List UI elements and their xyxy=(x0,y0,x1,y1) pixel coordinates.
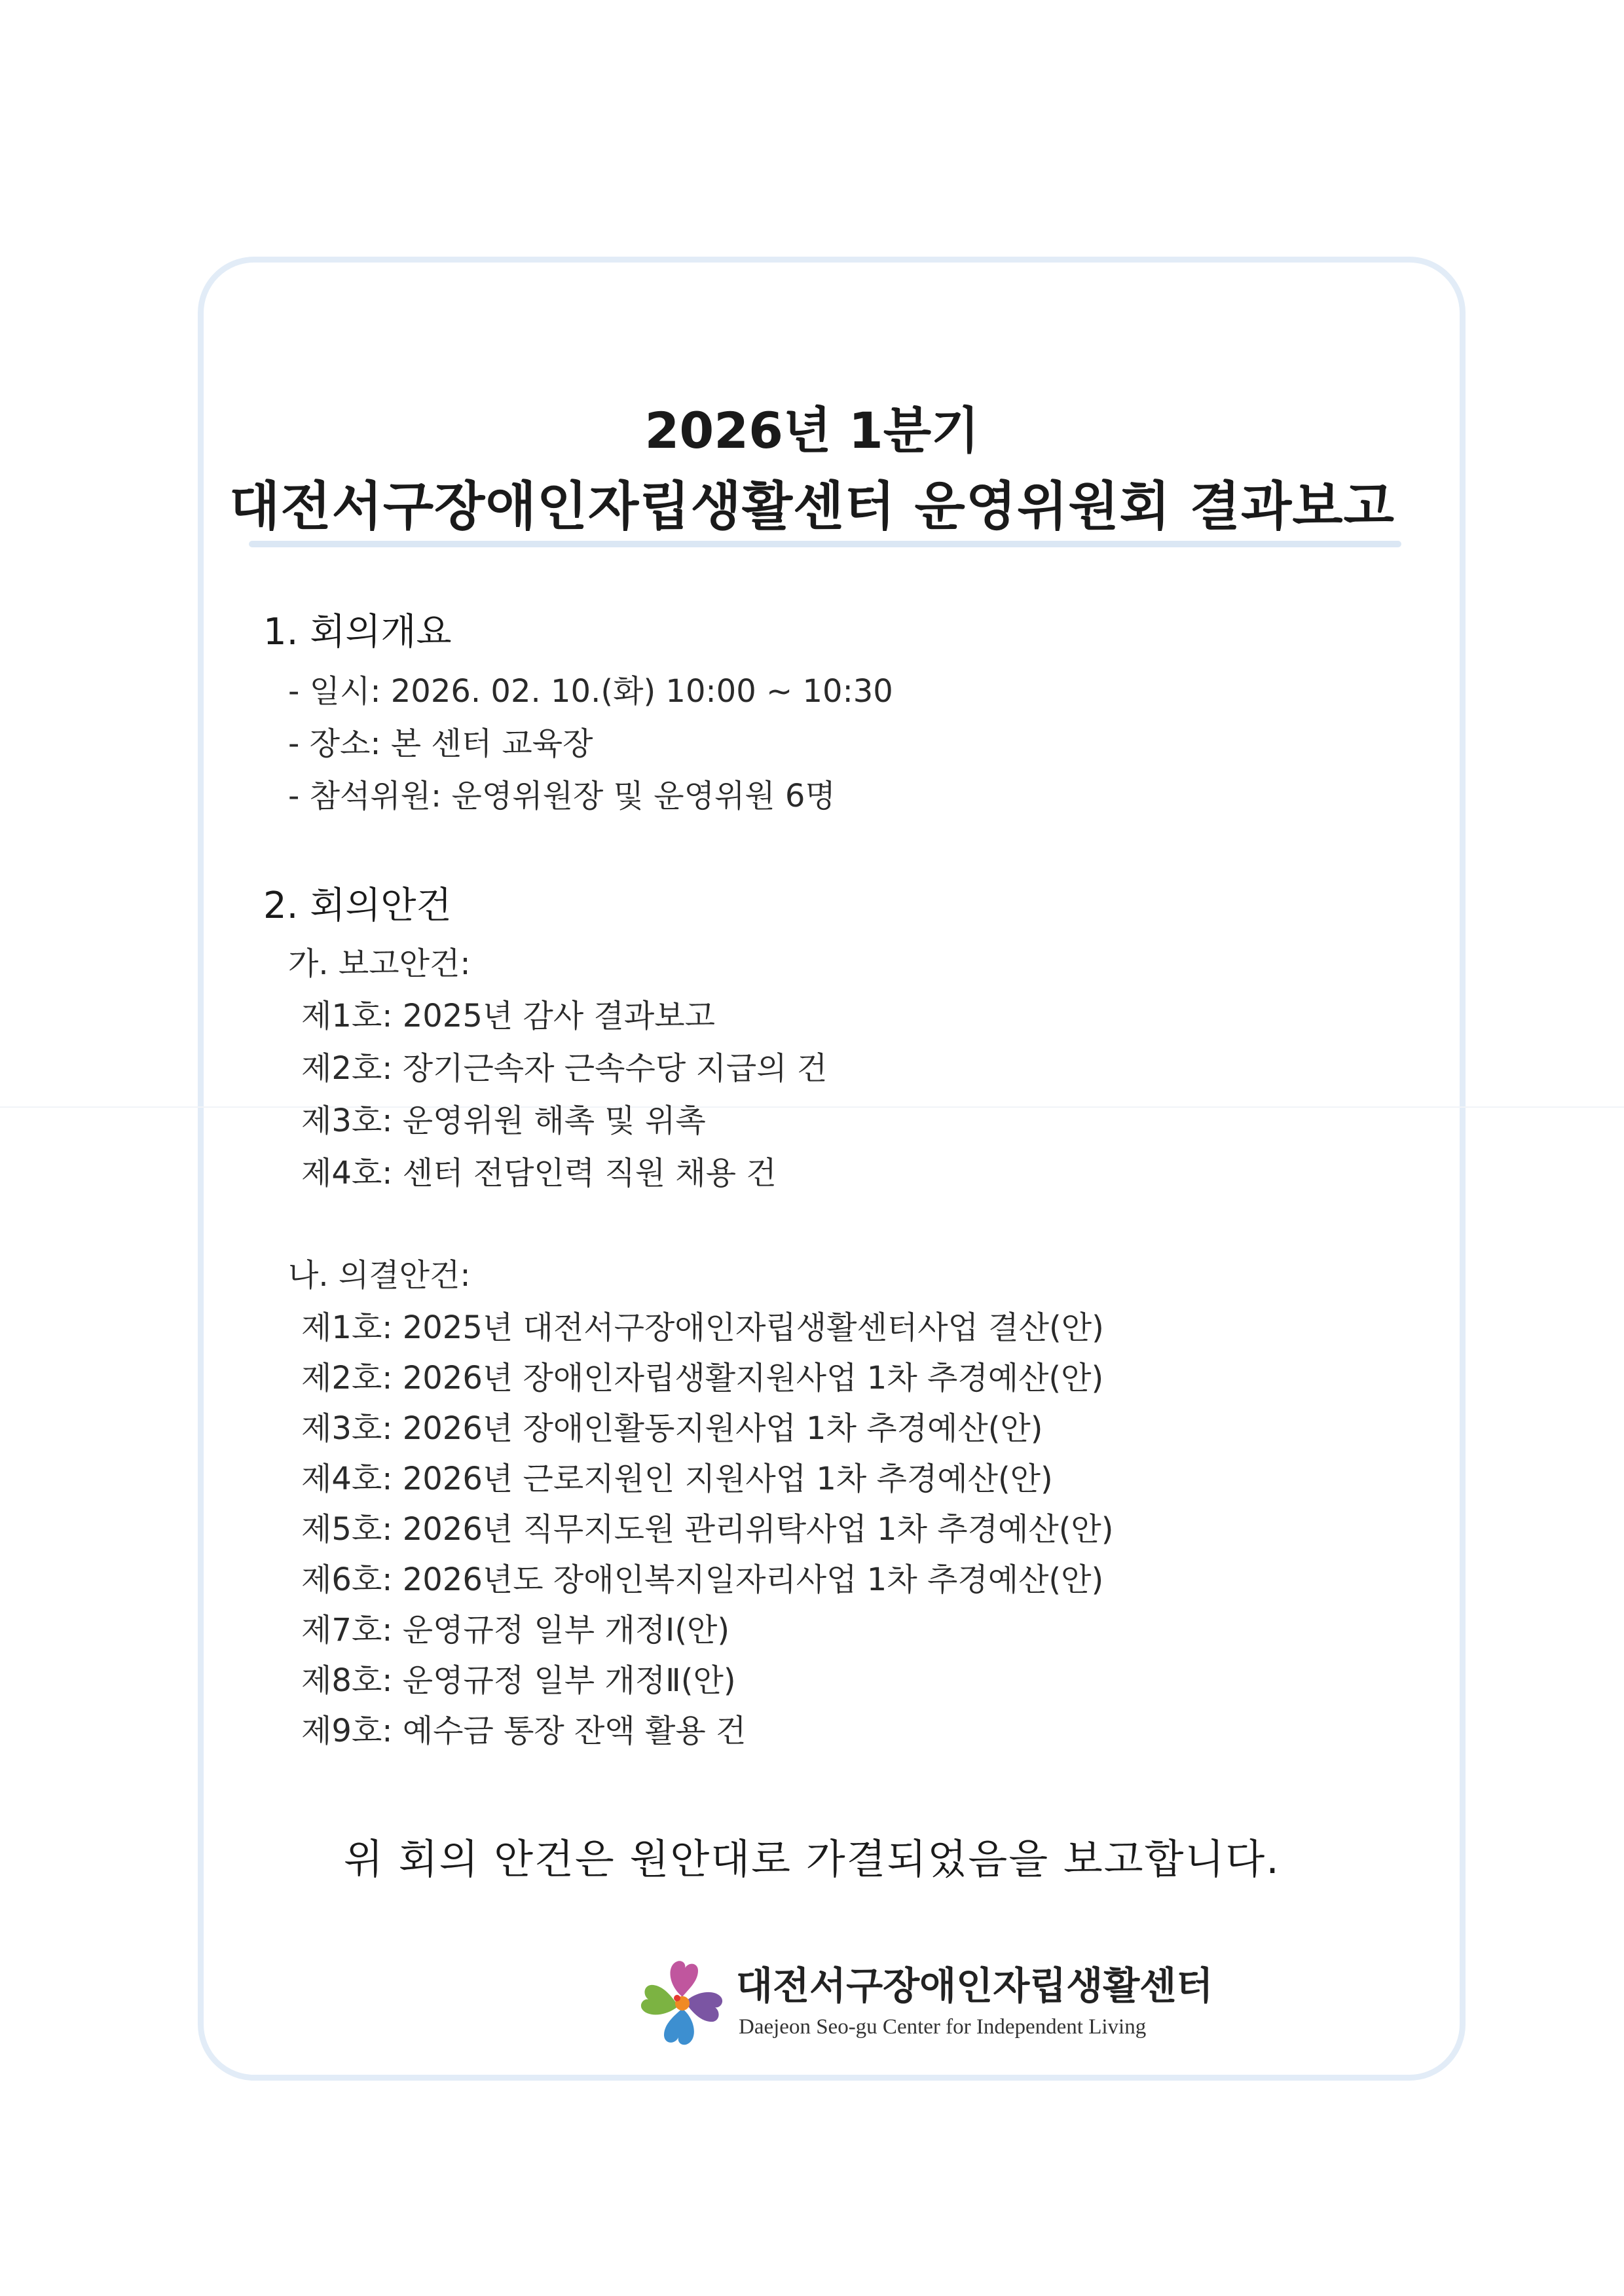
report-agenda-item: 제2호: 장기근속자 근속수당 지급의 건 xyxy=(301,1050,828,1087)
document-title-period: 2026년 1분기 xyxy=(644,401,980,460)
document-title-main: 대전서구장애인자립생활센터 운영위원회 결과보고 xyxy=(229,476,1395,537)
overview-item-location: - 장소: 본 센터 교육장 xyxy=(288,725,593,762)
resolution-agenda-item: 제1호: 2025년 대전서구장애인자립생활센터사업 결산(안) xyxy=(301,1309,1104,1346)
logo-name-korean: 대전서구장애인자립생활센터 xyxy=(736,1963,1213,2008)
overview-item-datetime: - 일시: 2026. 02. 10.(화) 10:00 ~ 10:30 xyxy=(288,673,893,710)
resolution-agenda-item: 제6호: 2026년도 장애인복지일자리사업 1차 추경예산(안) xyxy=(301,1561,1104,1598)
resolution-agenda-item: 제7호: 운영규정 일부 개정Ⅰ(안) xyxy=(301,1612,730,1649)
resolution-agenda-item: 제3호: 2026년 장애인활동지원사업 1차 추경예산(안) xyxy=(301,1410,1043,1447)
report-agenda-item: 제1호: 2025년 감사 결과보고 xyxy=(301,998,715,1034)
resolution-agenda-item: 제9호: 예수금 통장 잔액 활용 건 xyxy=(301,1713,747,1749)
report-agenda-item: 제4호: 센터 전담인력 직원 채용 건 xyxy=(301,1155,777,1192)
scan-artifact-line xyxy=(0,1106,1624,1108)
overview-item-attendees: - 참석위원: 운영위원장 및 운영위원 6명 xyxy=(288,778,836,814)
four-heart-clover-icon xyxy=(634,1951,731,2056)
report-agenda-item: 제3호: 운영위원 해촉 및 위촉 xyxy=(301,1102,706,1139)
organization-logo xyxy=(634,1951,1213,2062)
section-heading-overview: 1. 회의개요 xyxy=(263,611,452,653)
conclusion-statement: 위 회의 안건은 원안대로 가결되었음을 보고합니다. xyxy=(344,1835,1280,1883)
section-heading-agenda: 2. 회의안건 xyxy=(263,884,452,927)
resolution-agenda-item: 제5호: 2026년 직무지도원 관리위탁사업 1차 추경예산(안) xyxy=(301,1511,1114,1548)
resolution-agenda-item: 제8호: 운영규정 일부 개정Ⅱ(안) xyxy=(301,1662,736,1699)
report-agenda-label: 가. 보고안건: xyxy=(288,945,471,982)
resolution-agenda-label: 나. 의결안건: xyxy=(288,1257,471,1294)
resolution-agenda-item: 제2호: 2026년 장애인자립생활지원사업 1차 추경예산(안) xyxy=(301,1360,1104,1396)
logo-name-english: Daejeon Seo-gu Center for Independent Living xyxy=(739,2015,1147,2039)
resolution-agenda-item: 제4호: 2026년 근로지원인 지원사업 1차 추경예산(안) xyxy=(301,1461,1053,1497)
title-underline xyxy=(249,541,1401,547)
